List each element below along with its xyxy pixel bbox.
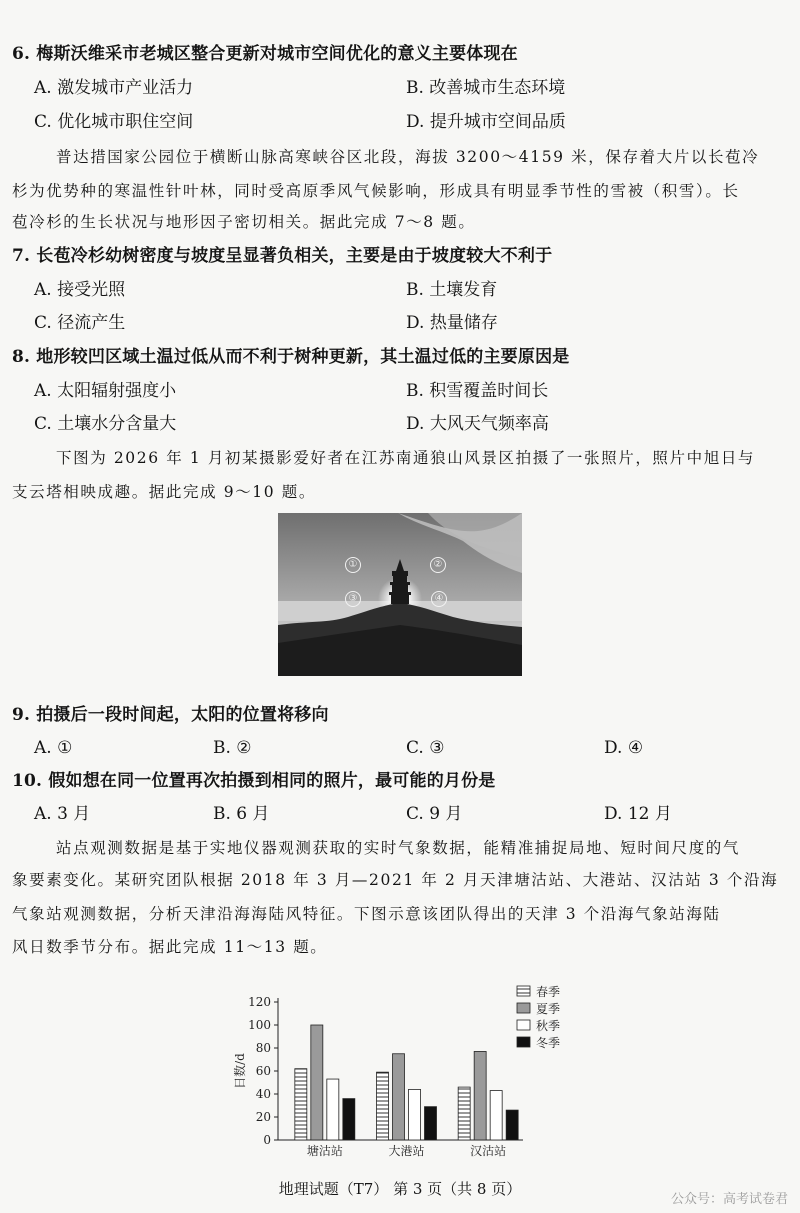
legend-label: 冬季 (536, 1036, 561, 1050)
x-tick-label: 塘沽站 (306, 1144, 343, 1158)
question-8-stem: 8. 地形较凹区域土温过低从而不利于树种更新，其土温过低的主要原因是 (12, 347, 570, 367)
y-tick-label: 20 (255, 1110, 271, 1124)
question-6-option-c: C. 优化城市职住空间 (34, 112, 194, 132)
question-6-stem: 6. 梅斯沃维采市老城区整合更新对城市空间优化的意义主要体现在 (12, 44, 518, 64)
y-tick-label: 120 (248, 995, 271, 1009)
bar-冬季-塘沽站 (343, 1099, 355, 1140)
question-10-stem: 10. 假如想在同一位置再次拍摄到相同的照片，最可能的月份是 (12, 771, 496, 791)
marker-1: ① (345, 557, 361, 573)
question-9-option-d: D. ④ (604, 738, 644, 758)
question-6-option-b: B. 改善城市生态环境 (406, 78, 566, 98)
passage-3-line: 站点观测数据是基于实地仪器观测获取的实时气象数据，能精准捕捉局地、短时间尺度的气 (56, 839, 741, 857)
question-9-option-b: B. ② (213, 738, 252, 758)
question-9-stem: 9. 拍摄后一段时间起，太阳的位置将移向 (12, 705, 329, 725)
legend-label: 夏季 (536, 1002, 561, 1016)
passage-3-line: 气象站观测数据，分析天津沿海海陆风特征。下图示意该团队得出的天津 3 个沿海气象站海陆 (12, 905, 721, 923)
photo-scene (278, 513, 522, 676)
bar-夏季-塘沽站 (311, 1025, 323, 1140)
question-7-stem: 7. 长苞冷杉幼树密度与坡度呈显著负相关，主要是由于坡度较大不利于 (12, 246, 553, 266)
question-8-option-a: A. 太阳辐射强度小 (34, 381, 177, 401)
question-8-option-c: C. 土壤水分含量大 (34, 414, 177, 434)
chart-svg (230, 980, 590, 1165)
x-tick-label: 汉沽站 (470, 1144, 507, 1158)
question-8-option-d: D. 大风天气频率高 (406, 414, 549, 434)
question-6-option-a: A. 激发城市产业活力 (34, 78, 194, 98)
sunrise-pagoda-photo (278, 513, 522, 676)
legend-label: 秋季 (536, 1019, 561, 1033)
marker-3: ③ (345, 591, 361, 607)
y-tick-label: 0 (263, 1133, 271, 1147)
y-tick-label: 100 (248, 1018, 271, 1032)
question-7-option-b: B. 土壤发育 (406, 280, 498, 300)
question-7-option-d: D. 热量储存 (406, 313, 498, 333)
legend-swatch-春季 (517, 986, 530, 996)
y-tick-label: 40 (255, 1087, 271, 1101)
bar-冬季-汉沽站 (506, 1110, 518, 1140)
question-7-option-c: C. 径流产生 (34, 313, 126, 333)
question-7-option-a: A. 接受光照 (34, 280, 126, 300)
y-tick-label: 60 (255, 1064, 271, 1078)
passage-1-line: 杉为优势种的寒温性针叶林，同时受高原季风气候影响，形成具有明显季节性的雪被（积雪）。长 (12, 182, 740, 200)
y-axis-label: 日数/d (233, 1053, 247, 1089)
watermark: 公众号：高考试卷君 (670, 1192, 788, 1207)
bar-秋季-塘沽站 (327, 1079, 339, 1140)
question-10-option-c: C. 9 月 (406, 804, 463, 824)
question-10-option-b: B. 6 月 (213, 804, 270, 824)
bar-夏季-大港站 (393, 1054, 405, 1140)
question-9-option-a: A. ① (34, 738, 73, 758)
x-tick-label: 大港站 (388, 1144, 425, 1158)
question-6-option-d: D. 提升城市空间品质 (406, 112, 566, 132)
question-10-option-a: A. 3 月 (34, 804, 91, 824)
page-footer: 地理试题（T7） 第 3 页（共 8 页） (278, 1180, 522, 1198)
legend-label: 春季 (536, 985, 561, 999)
y-tick-label: 80 (255, 1041, 271, 1055)
question-9-option-c: C. ③ (406, 738, 445, 758)
marker-4: ④ (431, 591, 447, 607)
legend-swatch-夏季 (517, 1003, 530, 1013)
legend-swatch-秋季 (517, 1020, 530, 1030)
bar-秋季-汉沽站 (490, 1091, 502, 1140)
question-10-option-d: D. 12 月 (604, 804, 672, 824)
bar-夏季-汉沽站 (474, 1051, 486, 1140)
bar-冬季-大港站 (425, 1107, 437, 1140)
bar-春季-汉沽站 (458, 1087, 470, 1140)
bar-春季-塘沽站 (295, 1069, 307, 1140)
passage-3-line: 象要素变化。某研究团队根据 2018 年 3 月—2021 年 2 月天津塘沽站、大港站、汉沽站 3 个沿海 (12, 871, 779, 889)
marker-2: ② (430, 557, 446, 573)
sea-land-breeze-chart (230, 980, 590, 1165)
bar-春季-大港站 (377, 1072, 389, 1140)
question-8-option-b: B. 积雪覆盖时间长 (406, 381, 549, 401)
passage-1-line: 苞冷杉的生长状况与地形因子密切相关。据此完成 7～8 题。 (12, 213, 476, 231)
bar-秋季-大港站 (409, 1089, 421, 1140)
passage-3-line: 风日数季节分布。据此完成 11～13 题。 (12, 938, 328, 956)
legend-swatch-冬季 (517, 1037, 530, 1047)
passage-2-line: 支云塔相映成趣。据此完成 9～10 题。 (12, 483, 316, 501)
passage-1-line: 普达措国家公园位于横断山脉高寒峡谷区北段，海拔 3200～4159 米，保存着大片以长苞冷 (56, 148, 760, 166)
passage-2-line: 下图为 2026 年 1 月初某摄影爱好者在江苏南通狼山风景区拍摄了一张照片，照片中旭日与 (56, 449, 756, 467)
